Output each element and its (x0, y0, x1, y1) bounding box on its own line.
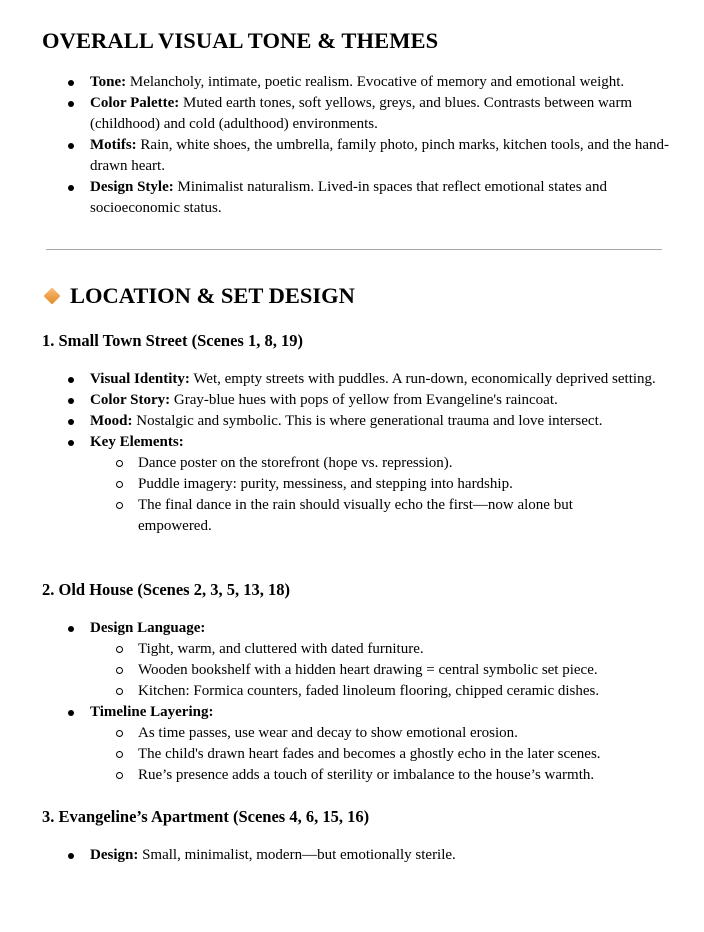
list-item: Visual Identity: Wet, empty streets with puddles. A run-down, economically deprived setting. (90, 369, 660, 390)
sub-list (90, 639, 678, 702)
sub-list (90, 453, 608, 537)
overall-list (90, 72, 670, 219)
sub-list-item: The child's drawn heart fades and becomes a ghostly echo in the later scenes. (138, 744, 678, 765)
old-house-list (90, 618, 670, 786)
list-item: Color Story: Gray-blue hues with pops of yellow from Evangeline's raincoat. (90, 390, 660, 411)
sub-list-item: Tight, warm, and cluttered with dated furniture. (138, 639, 678, 660)
section-divider (46, 249, 662, 250)
overall-title: OVERALL VISUAL TONE & THEMES (42, 28, 439, 53)
sub-list-item: Puddle imagery: purity, messiness, and stepping into hardship. (138, 474, 608, 495)
list-item: Key Elements: Dance poster on the storefront (hope vs. repression). Puddle imagery: purity, messiness, and stepping into hardship. The final dance in the rain should visually echo the first—now alone but empowered. (90, 432, 660, 537)
sub-list-item: Rue’s presence adds a touch of sterility or imbalance to the house’s warmth. (138, 765, 678, 786)
list-item: Tone: Melancholy, intimate, poetic realism. Evocative of memory and emotional weight. (90, 72, 670, 93)
list-item: Timeline Layering: As time passes, use wear and decay to show emotional erosion. The child's drawn heart fades and becomes a ghostly echo in the later scenes. Rue’s presence adds a touch of sterility or imbalance to the house’s warmth. (90, 702, 670, 786)
section-heading: 2. Old House (Scenes 2, 3, 5, 13, 18) (42, 580, 290, 599)
small-town-street-list (90, 369, 660, 537)
orange-diamond-icon (44, 288, 61, 305)
sub-list-item: Dance poster on the storefront (hope vs. repression). (138, 453, 608, 474)
list-item: Design: Small, minimalist, modern—but emotionally sterile. (90, 845, 670, 866)
list-item: Mood: Nostalgic and symbolic. This is where generational trauma and love intersect. (90, 411, 660, 432)
apartment-list (90, 845, 670, 866)
section-heading: 1. Small Town Street (Scenes 1, 8, 19) (42, 331, 303, 350)
list-item: Motifs: Rain, white shoes, the umbrella, family photo, pinch marks, kitchen tools, and the hand-drawn heart. (90, 135, 670, 177)
sub-list (90, 723, 678, 786)
sub-list-item: As time passes, use wear and decay to show emotional erosion. (138, 723, 678, 744)
section-heading: 3. Evangeline’s Apartment (Scenes 4, 6, 15, 16) (42, 807, 370, 826)
list-item: Design Style: Minimalist naturalism. Lived-in spaces that reflect emotional states and socioeconomic status. (90, 177, 670, 219)
list-item: Color Palette: Muted earth tones, soft yellows, greys, and blues. Contrasts between warm (childhood) and cold (adulthood) environments. (90, 93, 670, 135)
sub-list-item: Kitchen: Formica counters, faded linoleum flooring, chipped ceramic dishes. (138, 681, 678, 702)
sub-list-item: The final dance in the rain should visually echo the first—now alone but empowered. (138, 495, 608, 537)
list-item: Design Language: Tight, warm, and cluttered with dated furniture. Wooden bookshelf with a hidden heart drawing = central symbolic set piece. Kitchen: Formica counters, faded linoleum flooring, chipped ceramic dishes. (90, 618, 670, 702)
sub-list-item: Wooden bookshelf with a hidden heart drawing = central symbolic set piece. (138, 660, 678, 681)
location-title: LOCATION & SET DESIGN (44, 283, 355, 309)
